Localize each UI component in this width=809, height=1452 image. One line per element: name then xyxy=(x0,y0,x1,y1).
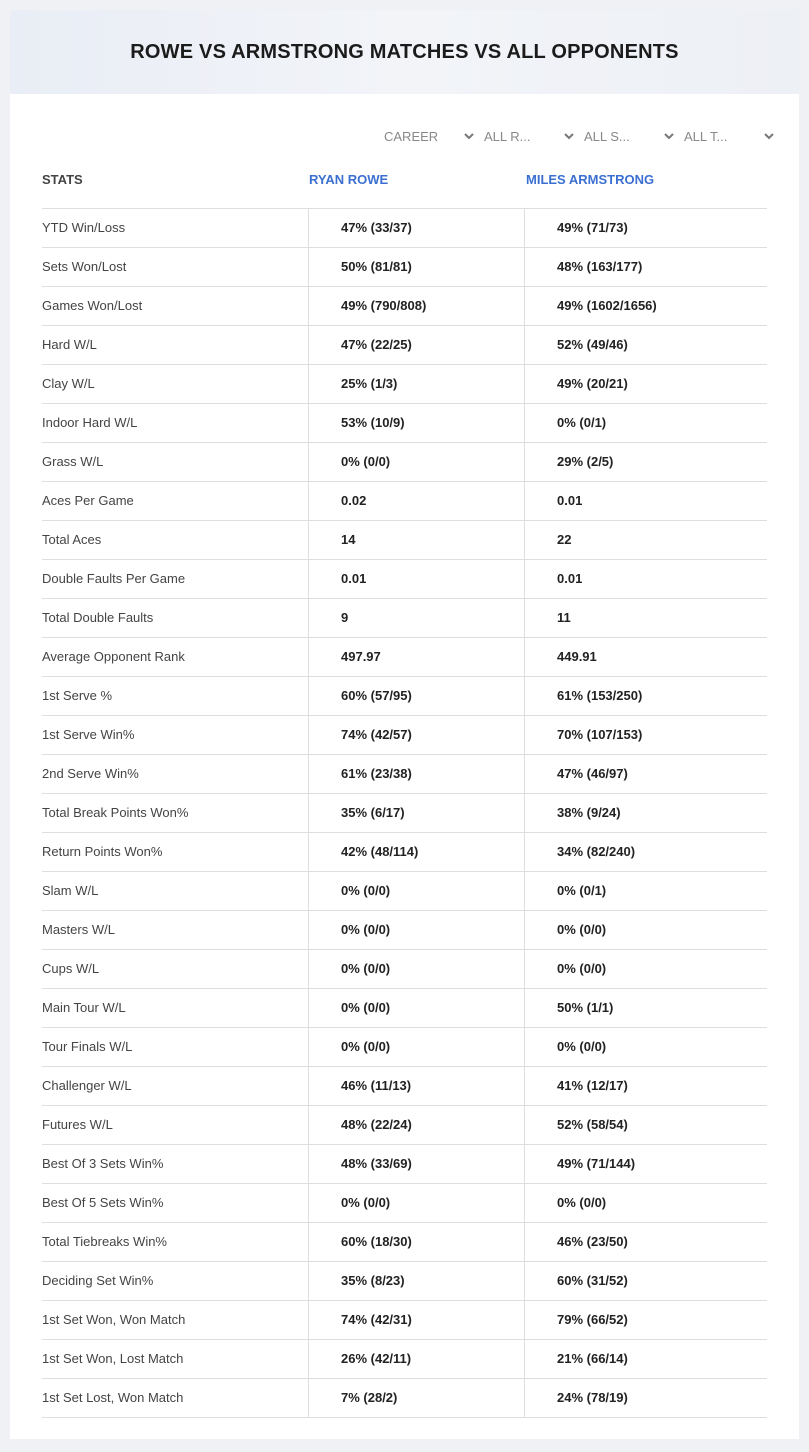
stat-label: Return Points Won% xyxy=(42,844,163,859)
player2-value: 70% (107/153) xyxy=(524,716,767,754)
table-row xyxy=(42,1028,767,1067)
player2-value: 0% (0/1) xyxy=(524,872,767,910)
stat-label: Aces Per Game xyxy=(42,493,134,508)
player2-value: 0% (0/1) xyxy=(524,404,767,442)
table-row xyxy=(42,911,767,950)
filter-tournament-select[interactable] xyxy=(680,125,780,147)
player2-value: 79% (66/52) xyxy=(524,1301,767,1339)
player2-value: 47% (46/97) xyxy=(524,755,767,793)
player1-value: 25% (1/3) xyxy=(308,365,524,403)
stat-label: Average Opponent Rank xyxy=(42,649,185,664)
player2-value: 449.91 xyxy=(524,638,767,676)
player1-value: 497.97 xyxy=(308,638,524,676)
table-row xyxy=(42,1340,767,1379)
player1-value: 74% (42/31) xyxy=(308,1301,524,1339)
stat-label: Masters W/L xyxy=(42,922,115,937)
table-row xyxy=(42,1067,767,1106)
table-row xyxy=(42,794,767,833)
filter-period-select[interactable] xyxy=(380,125,480,147)
player2-value: 0.01 xyxy=(524,560,767,598)
player1-value: 0% (0/0) xyxy=(308,989,524,1027)
card-header xyxy=(10,10,799,94)
player1-value: 0.01 xyxy=(308,560,524,598)
table-row xyxy=(42,989,767,1028)
stat-label: Hard W/L xyxy=(42,337,97,352)
player1-value: 0.02 xyxy=(308,482,524,520)
stat-label: Challenger W/L xyxy=(42,1078,132,1093)
player2-value: 61% (153/250) xyxy=(524,677,767,715)
player1-value: 46% (11/13) xyxy=(308,1067,524,1105)
table-row xyxy=(42,716,767,755)
stat-label: Grass W/L xyxy=(42,454,104,469)
filter-period-label: CAREER xyxy=(384,128,439,144)
table-row xyxy=(42,638,767,677)
player2-value: 0% (0/0) xyxy=(524,950,767,988)
table-row xyxy=(42,248,767,287)
player1-value: 0% (0/0) xyxy=(308,872,524,910)
table-row xyxy=(42,1301,767,1340)
stat-label: Indoor Hard W/L xyxy=(42,415,138,430)
stat-label: Total Break Points Won% xyxy=(42,805,189,820)
stat-label: Total Double Faults xyxy=(42,610,154,625)
table-row xyxy=(42,599,767,638)
stat-label: 1st Serve % xyxy=(42,688,113,703)
table-row xyxy=(42,755,767,794)
player1-value: 60% (57/95) xyxy=(308,677,524,715)
player2-value: 22 xyxy=(524,521,767,559)
player1-value: 14 xyxy=(308,521,524,559)
stat-label: Deciding Set Win% xyxy=(42,1273,154,1288)
filter-surface-label: ALL S... xyxy=(584,128,630,144)
player2-value: 0% (0/0) xyxy=(524,911,767,949)
player1-value: 60% (18/30) xyxy=(308,1223,524,1261)
stat-label: Sets Won/Lost xyxy=(42,259,127,274)
player2-value: 46% (23/50) xyxy=(524,1223,767,1261)
player2-value: 21% (66/14) xyxy=(524,1340,767,1378)
stat-label: Double Faults Per Game xyxy=(42,571,186,586)
player2-value: 0.01 xyxy=(524,482,767,520)
column-header-player1[interactable]: RYAN ROWE xyxy=(309,172,389,187)
table-row xyxy=(42,677,767,716)
player1-value: 47% (22/25) xyxy=(308,326,524,364)
player1-value: 61% (23/38) xyxy=(308,755,524,793)
table-row xyxy=(42,833,767,872)
table-row xyxy=(42,872,767,911)
stat-label: 1st Set Won, Won Match xyxy=(42,1312,186,1327)
player1-value: 0% (0/0) xyxy=(308,1184,524,1222)
stat-label: Best Of 3 Sets Win% xyxy=(42,1156,164,1171)
player2-value: 49% (20/21) xyxy=(524,365,767,403)
player1-value: 9 xyxy=(308,599,524,637)
player1-value: 53% (10/9) xyxy=(308,404,524,442)
player1-value: 42% (48/114) xyxy=(308,833,524,871)
table-row xyxy=(42,326,767,365)
player2-value: 29% (2/5) xyxy=(524,443,767,481)
chevron-down-icon xyxy=(562,129,576,143)
table-header xyxy=(42,170,767,208)
table-row xyxy=(42,1145,767,1184)
stat-label: 1st Set Lost, Won Match xyxy=(42,1390,184,1405)
player1-value: 48% (33/69) xyxy=(308,1145,524,1183)
chevron-down-icon xyxy=(462,129,476,143)
page-title: ROWE VS ARMSTRONG MATCHES VS ALL OPPONENTS xyxy=(130,40,679,63)
player1-value: 35% (8/23) xyxy=(308,1262,524,1300)
table-row xyxy=(42,1223,767,1262)
stats-table xyxy=(42,208,767,1418)
player2-value: 49% (71/144) xyxy=(524,1145,767,1183)
stat-label: Slam W/L xyxy=(42,883,99,898)
player2-value: 52% (49/46) xyxy=(524,326,767,364)
player2-value: 50% (1/1) xyxy=(524,989,767,1027)
player2-value: 0% (0/0) xyxy=(524,1028,767,1066)
chevron-down-icon xyxy=(662,129,676,143)
player2-value: 49% (71/73) xyxy=(524,209,767,247)
player1-value: 49% (790/808) xyxy=(308,287,524,325)
filter-tournament-label: ALL T... xyxy=(684,128,728,144)
column-header-player2[interactable]: MILES ARMSTRONG xyxy=(526,172,655,187)
player2-value: 38% (9/24) xyxy=(524,794,767,832)
table-row xyxy=(42,443,767,482)
player1-value: 48% (22/24) xyxy=(308,1106,524,1144)
player1-value: 0% (0/0) xyxy=(308,443,524,481)
filter-round-select[interactable] xyxy=(480,125,580,147)
table-row xyxy=(42,365,767,404)
stat-label: Total Aces xyxy=(42,532,102,547)
table-row xyxy=(42,287,767,326)
stat-label: 1st Serve Win% xyxy=(42,727,135,742)
chevron-down-icon xyxy=(762,129,776,143)
player2-value: 0% (0/0) xyxy=(524,1184,767,1222)
player2-value: 41% (12/17) xyxy=(524,1067,767,1105)
stat-label: Main Tour W/L xyxy=(42,1000,126,1015)
player2-value: 11 xyxy=(524,599,767,637)
filter-round-label: ALL R... xyxy=(484,128,531,144)
column-header-stats: STATS xyxy=(42,172,83,187)
player2-value: 48% (163/177) xyxy=(524,248,767,286)
stat-label: Tour Finals W/L xyxy=(42,1039,133,1054)
table-row xyxy=(42,1262,767,1301)
table-row xyxy=(42,209,767,248)
stat-label: Games Won/Lost xyxy=(42,298,143,313)
player1-value: 0% (0/0) xyxy=(308,911,524,949)
stat-label: Cups W/L xyxy=(42,961,100,976)
table-row xyxy=(42,1379,767,1418)
filter-surface-select[interactable] xyxy=(580,125,680,147)
player2-value: 24% (78/19) xyxy=(524,1379,767,1417)
table-row xyxy=(42,482,767,521)
player2-value: 60% (31/52) xyxy=(524,1262,767,1300)
filter-bar xyxy=(380,125,780,147)
stat-label: Total Tiebreaks Win% xyxy=(42,1234,167,1249)
player2-value: 49% (1602/1656) xyxy=(524,287,767,325)
player1-value: 26% (42/11) xyxy=(308,1340,524,1378)
table-row xyxy=(42,404,767,443)
stat-label: Best Of 5 Sets Win% xyxy=(42,1195,164,1210)
player1-value: 0% (0/0) xyxy=(308,950,524,988)
stat-label: 1st Set Won, Lost Match xyxy=(42,1351,184,1366)
table-row xyxy=(42,1184,767,1223)
player1-value: 35% (6/17) xyxy=(308,794,524,832)
player1-value: 74% (42/57) xyxy=(308,716,524,754)
player2-value: 34% (82/240) xyxy=(524,833,767,871)
table-row xyxy=(42,950,767,989)
table-row xyxy=(42,560,767,599)
player1-value: 0% (0/0) xyxy=(308,1028,524,1066)
stat-label: Futures W/L xyxy=(42,1117,113,1132)
stat-label: 2nd Serve Win% xyxy=(42,766,139,781)
player1-value: 7% (28/2) xyxy=(308,1379,524,1417)
player1-value: 47% (33/37) xyxy=(308,209,524,247)
player2-value: 52% (58/54) xyxy=(524,1106,767,1144)
table-row xyxy=(42,1106,767,1145)
stat-label: Clay W/L xyxy=(42,376,95,391)
stats-card xyxy=(10,10,799,1439)
stat-label: YTD Win/Loss xyxy=(42,220,126,235)
player1-value: 50% (81/81) xyxy=(308,248,524,286)
table-row xyxy=(42,521,767,560)
